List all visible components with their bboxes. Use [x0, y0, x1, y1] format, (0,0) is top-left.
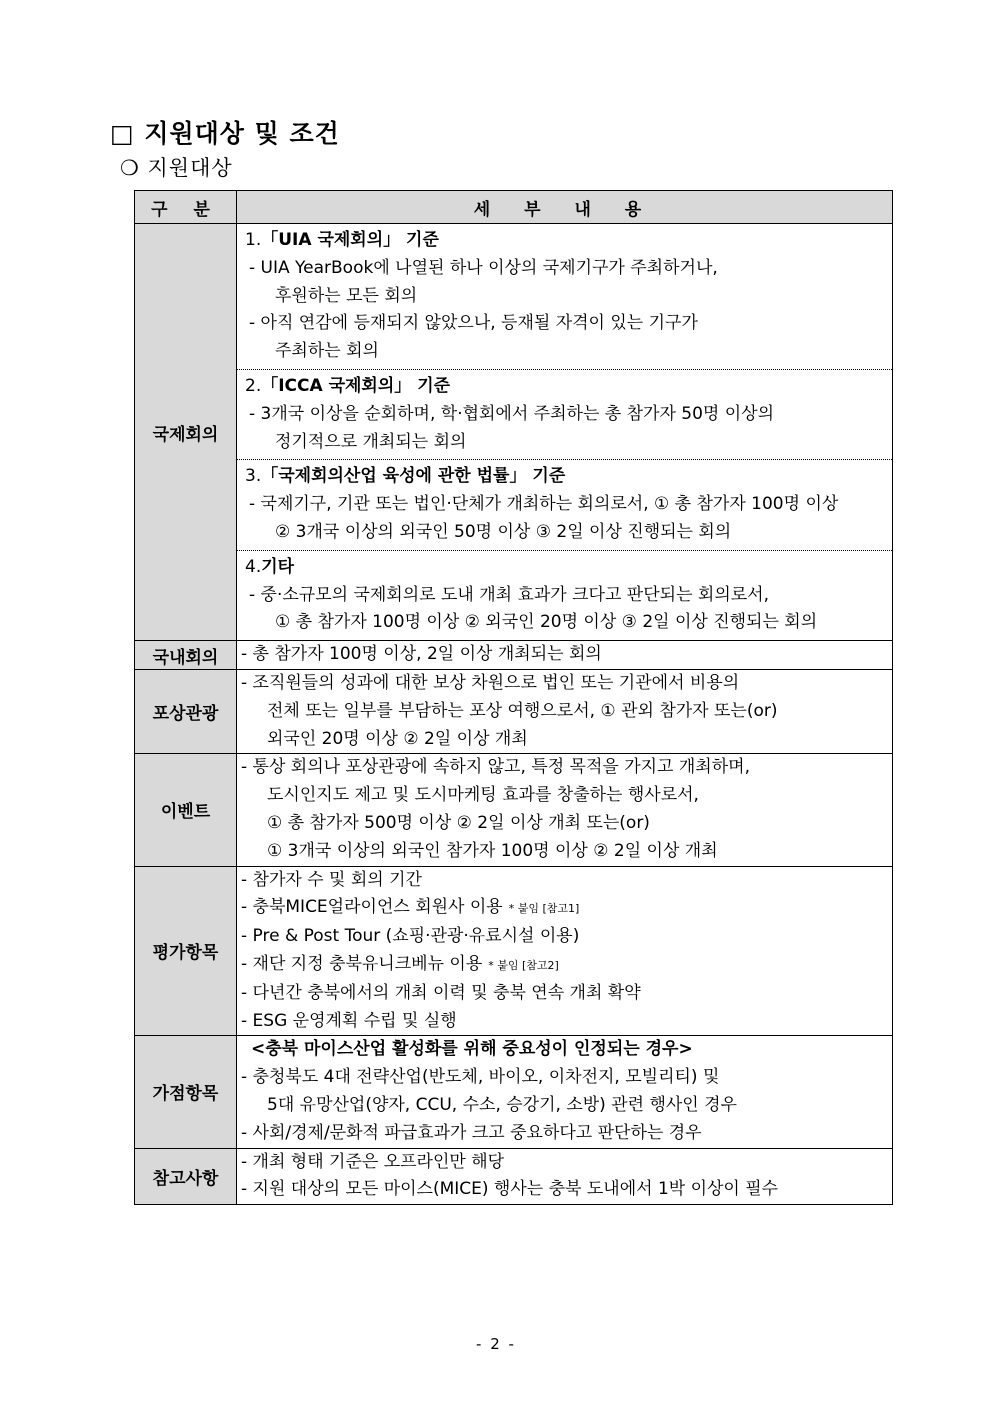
block-number: 1.: [245, 230, 262, 250]
text-line: - 지원 대상의 모든 마이스(MICE) 행사는 충북 도내에서 1박 이상이 필수: [241, 1179, 779, 1200]
text-line: - 재단 지정 충북유니크베뉴 이용: [241, 953, 483, 974]
table-row: [135, 866, 893, 1036]
text-line: - 참가자 수 및 회의 기간: [241, 869, 422, 890]
criteria-block-law: [237, 460, 892, 550]
text-line: 도시인지도 제고 및 도시마케팅 효과를 창출하는 행사로서,: [267, 785, 699, 806]
header-details: 세 부 내 용: [237, 191, 893, 224]
row-content-notes: [237, 1148, 893, 1205]
text-line: - 개최 형태 기준은 오프라인만 해당: [241, 1151, 505, 1172]
row-label-incentive: 포상관광: [135, 669, 237, 753]
text-line: 외국인 20명 이상 ② 2일 이상 개최: [267, 728, 528, 749]
text-line: ② 3개국 이상의 외국인 50명 이상 ③ 2일 이상 진행되는 회의: [275, 521, 732, 542]
text-line: ① 3개국 이상의 외국인 참가자 100명 이상 ② 2일 이상 개최: [267, 840, 718, 861]
text-line: ① 총 참가자 100명 이상 ② 외국인 20명 이상 ③ 2일 이상 진행되는 회의: [275, 612, 818, 633]
bonus-title: <충북 마이스산업 활성화를 위해 중요성이 인정되는 경우>: [251, 1039, 693, 1060]
text-line: 정기적으로 개최되는 회의: [275, 431, 467, 452]
block-number: 3.: [245, 466, 262, 487]
text-line: - 충청북도 4대 전략산업(반도체, 바이오, 이차전지, 모빌리티) 및: [241, 1067, 720, 1088]
table-row: [135, 224, 893, 641]
table-row: [135, 1036, 893, 1148]
text-line: ① 총 참가자 500명 이상 ② 2일 이상 개최 또는(or): [267, 812, 650, 833]
text-line: - 아직 연감에 등재되지 않았으나, 등재될 자격이 있는 기구가: [249, 313, 698, 334]
block-title: 기타: [261, 556, 295, 577]
support-criteria-table: [134, 190, 893, 1205]
row-content-domestic: [237, 641, 893, 670]
block-number: 2.: [245, 375, 262, 396]
block-title: 「국제회의산업 육성에 관한 법률」 기준: [261, 466, 566, 487]
criteria-block-uia: [237, 224, 892, 370]
table-row: [135, 669, 893, 753]
row-content-bonus: [237, 1036, 893, 1148]
row-label-domestic: 국내회의: [135, 641, 237, 670]
table-header-row: [135, 191, 893, 224]
row-label-eval: 평가항목: [135, 866, 237, 1036]
row-content-event: [237, 754, 893, 866]
header-category: 구 분: [135, 191, 237, 224]
text-line: - 사회/경제/문화적 파급효과가 크고 중요하다고 판단하는 경우: [241, 1122, 702, 1143]
text-line: - 통상 회의나 포상관광에 속하지 않고, 특정 목적을 가지고 개최하며,: [241, 757, 750, 778]
text-line: - 국제기구, 기관 또는 법인·단체가 개최하는 회의로서, ① 총 참가자 100명 이상: [249, 494, 839, 515]
row-label-bonus: 가점항목: [135, 1036, 237, 1148]
text-line: - UIA YearBook에 나열된 하나 이상의 국제기구가 주최하거나,: [249, 257, 718, 278]
table-row: [135, 754, 893, 866]
row-label-event: 이벤트: [135, 754, 237, 866]
block-title: 「ICCA 국제회의」 기준: [261, 375, 451, 396]
section-heading: □ 지원대상 및 조건: [110, 119, 340, 148]
text-line: - 3개국 이상을 순회하며, 학·협회에서 주최하는 총 참가자 50명 이상의: [249, 403, 774, 424]
block-number: 4.: [245, 556, 262, 577]
text-line: - 조직원들의 성과에 대한 보상 차원으로 법인 또는 기관에서 비용의: [241, 672, 740, 693]
attachment-note: * 붙임 [참고1]: [508, 902, 580, 916]
section-subheading: ❍ 지원대상: [120, 156, 233, 180]
row-content-eval: [237, 866, 893, 1036]
text-line: 후원하는 모든 회의: [275, 285, 418, 306]
criteria-block-other: [237, 551, 892, 640]
block-title: 「UIA 국제회의」 기준: [261, 230, 439, 250]
text-line: - ESG 운영계획 수립 및 실행: [241, 1010, 457, 1031]
text-line: - 총 참가자 100명 이상, 2일 이상 개최되는 회의: [241, 644, 602, 665]
row-label-intl: 국제회의: [135, 224, 237, 641]
text-line: - 중·소규모의 국제회의로 도내 개최 효과가 크다고 판단되는 회의로서,: [249, 584, 769, 605]
text-line: - 충북MICE얼라이언스 회원사 이용: [241, 897, 503, 918]
row-content-intl: [237, 224, 893, 641]
criteria-block-icca: [237, 370, 892, 460]
row-content-incentive: [237, 669, 893, 753]
attachment-note: * 붙임 [참고2]: [488, 958, 559, 972]
text-line: 전체 또는 일부를 부담하는 포상 여행으로서, ① 관외 참가자 또는(or): [267, 700, 778, 721]
page-number: - 2 -: [476, 1335, 516, 1353]
text-line: 5대 유망산업(양자, CCU, 수소, 승강기, 소방) 관련 행사인 경우: [267, 1094, 737, 1115]
table-row: [135, 641, 893, 670]
text-line: - Pre & Post Tour (쇼핑·관광·유료시설 이용): [241, 926, 580, 947]
row-label-notes: 참고사항: [135, 1148, 237, 1205]
text-line: 주최하는 회의: [275, 341, 379, 362]
text-line: - 다년간 충북에서의 개최 이력 및 충북 연속 개최 확약: [241, 982, 641, 1003]
table-row: [135, 1148, 893, 1205]
